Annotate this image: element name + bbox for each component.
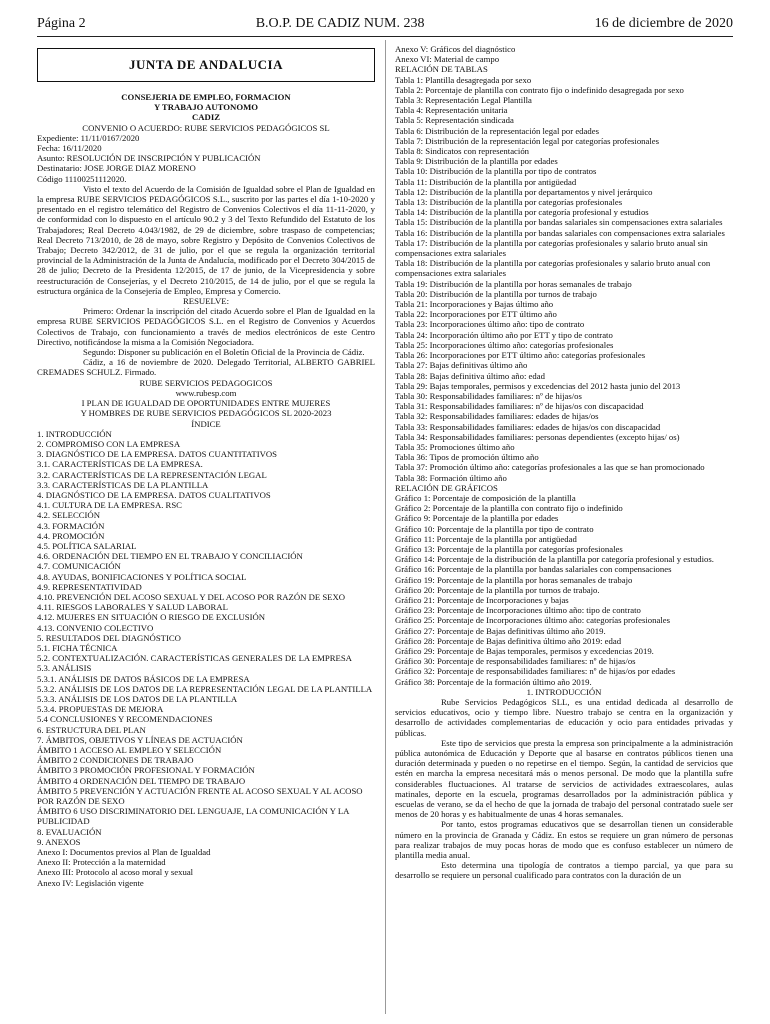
table-list-item: Tabla 33: Responsabilidades familiares: edades de hijas/os con discapacidad [395,421,661,432]
toc-item: 5.3.2. ANÁLISIS DE LOS DATOS DE LA REPRESENTACIÓN LEGAL DE LA PLANTILLA [37,683,373,694]
index-heading: ÍNDICE [191,418,221,429]
annex-item: Anexo VI: Material de campo [395,54,500,65]
convenio-heading: CONVENIO O ACUERDO: RUBE SERVICIOS PEDAGÓGICOS SL [82,122,330,133]
table-list-item: Tabla 28: Bajas definitiva último año: edad [395,370,545,381]
toc-item: Anexo IV: Legislación vigente [37,877,144,888]
table-list-item: Tabla 22: Incorporaciones por ETT último año [395,309,557,320]
toc-item: ÁMBITO 1 ACCESO AL EMPLEO Y SELECCIÓN [37,745,222,755]
table-list-item: Tabla 14: Distribución de la plantilla por categoría profesional y estudios [395,207,649,218]
toc-item: ÁMBITO 6 USO DISCRIMINATORIO DEL LENGUAJE, LA COMUNICACIÓN Y LA PUBLICIDAD [37,806,349,827]
tables-list [395,75,733,483]
table-list-item: Tabla 35: Promociones último año [395,441,515,452]
toc-item: 5.3. ANÁLISIS [37,663,92,674]
table-list-item: Tabla 19: Distribución de la plantilla por horas semanales de trabajo [395,278,632,289]
toc-item: 7. ÁMBITOS, OBJETIVOS Y LÍNEAS DE ACTUACIÓN [37,734,243,745]
table-list-item: Tabla 12: Distribución de la plantilla por departamentos y nivel jerárquico [395,186,653,197]
graph-list-item: Gráfico 21: Porcentaje de Incorporaciones y bajas [395,594,569,605]
toc-item: Anexo II: Protección a la maternidad [37,857,166,868]
graph-list-item: Gráfico 23: Porcentaje de Incorporaciones último año: tipo de contrato [395,605,641,616]
toc-item: 4.2. SELECCIÓN [37,510,100,521]
graph-list-item: Gráfico 29: Porcentaje de Bajas temporales, permisos y excedencias 2019. [395,645,654,656]
graph-list-item: Gráfico 20: Porcentaje de la plantilla por turnos de trabajo. [395,584,600,595]
intro-paragraph-4: Esto determina una tipología de contratos a tiempo parcial, ya que para su desarrollo se requiere un personal cualificado para contratos con la duración de un [395,860,733,881]
toc-item: 4.12. MUJERES EN SITUACIÓN O RIESGO DE EXCLUSIÓN [37,612,266,623]
graph-list-item: Gráfico 2: Porcentaje de la plantilla con contrato fijo o indefinido [395,503,623,514]
toc-item: 5.4 CONCLUSIONES Y RECOMENDACIONES [37,714,213,725]
graph-list-item: Gráfico 11: Porcentaje de la plantilla por antigüedad [395,533,577,544]
table-list-item: Tabla 21: Incorporaciones y Bajas último año [395,299,554,310]
table-list-item: Tabla 5: Representación sindicada [395,115,514,126]
graph-list-item: Gráfico 1: Porcentaje de composición de la plantilla [395,492,576,503]
toc-item: 6. ESTRUCTURA DEL PLAN [37,724,146,735]
page-number: Página 2 [37,15,86,31]
table-list-item: Tabla 10: Distribución de la plantilla por tipo de contratos [395,166,597,177]
tables-heading: RELACIÓN DE TABLAS [395,64,488,75]
toc-item: 4.8. AYUDAS, BONIFICACIONES Y POLÍTICA SOCIAL [37,571,247,582]
table-list-item: Tabla 17: Distribución de la plantilla por categorías profesionales y salario bruto anual sin compensaciones extra salariales [395,237,708,259]
table-list-item: Tabla 29: Bajas temporales, permisos y excedencias del 2012 hasta junio del 2013 [395,380,681,391]
toc-item: 4.10. PREVENCIÓN DEL ACOSO SEXUAL Y DEL ACOSO POR RAZÓN DE SEXO [37,591,346,602]
toc-item: 9. ANEXOS [37,836,81,847]
toc-item: ÁMBITO 3 PROMOCIÓN PROFESIONAL Y FORMACIÓN [37,765,255,776]
org-title: JUNTA DE ANDALUCIA [129,56,283,72]
header-rule [37,36,733,37]
table-list-item: Tabla 32: Responsabilidades familiares: edades de hijas/os [395,411,599,422]
toc-item: 4.11. RIESGOS LABORALES Y SALUD LABORAL [37,602,228,613]
toc-item: 4.7. COMUNICACIÓN [37,561,121,572]
table-list-item: Tabla 23: Incorporaciones último año: tipo de contrato [395,319,585,330]
toc-item: 4.5. POLÍTICA SALARIAL [37,540,137,551]
toc-item: ÁMBITO 5 PREVENCIÓN Y ACTUACIÓN FRENTE AL ACOSO SEXUAL Y AL ACOSO POR RAZÓN DE SEXO [37,785,363,807]
graph-list-item: Gráfico 32: Porcentaje de responsabilidades familiares: nº de hijas/os por edades [395,666,676,677]
org-title-box [37,48,375,82]
table-list-item: Tabla 34: Responsabilidades familiares: personas dependientes (excepto hijas/ os) [395,431,680,442]
segundo-paragraph: Segundo: Disponer su publicación en el Boletín Oficial de la Provincia de Cádiz. [83,347,365,358]
table-list-item: Tabla 26: Incorporaciones por ETT último año: categorías profesionales [395,350,646,361]
toc-item: 3.1. CARACTERÍSTICAS DE LA EMPRESA. [37,459,203,470]
primero-paragraph: Primero: Ordenar la inscripción del citado Acuerdo sobre el Plan de Igualdad en la empresa RUBE SERVICIOS PEDAGÓGICOS S.L. en el Registro de Convenios y Acuerdos Colectivos de Trabajo, con funcionamiento a través de medios electrónicos de este Centro Directivo, notificándose la misma a la Comisión Negociadora. [37,306,375,347]
annex-item: Anexo V: Gráficos del diagnóstico [395,44,516,54]
toc-item: 5.3.4. PROPUESTAS DE MEJORA [37,704,164,715]
table-list-item: Tabla 1: Plantilla desagregada por sexo [395,74,532,85]
toc-item: ÁMBITO 2 CONDICIONES DE TRABAJO [37,755,194,766]
left-column [37,44,375,888]
toc-item: 4.1. CULTURA DE LA EMPRESA. RSC [37,500,182,511]
visto-paragraph: Visto el texto del Acuerdo de la Comisión de Igualdad sobre el Plan de Igualdad en la empresa RUBE SERVICIOS PEDAGÓGICOS S.L., suscrito por las partes el día 1-10-2020 y presentado en el registro telemático del Registro de Convenios Colectivos el día 11-11-2020, y de conformidad con lo dispuesto en el artículo 90.2 y 3 del Texto Refundido del Estatuto de los Trabajadores; Real Decreto 4.043/1982, de 29 de diciembre, sobre traspaso de competencias; Real Decreto 713/2010, de 28 de mayo, sobre Registro y Depósito de Convenios Colectivos de Trabajo; Decreto 342/2012, de 31 de julio, por el que se regula la organización territorial provincial de la Administración de la Junta de Andalucía, modificado por el Decreto 304/2015 de 28 de julio; Decreto de la Presidenta 12/2015, de 17 de junio, de la Vicepresidencia y sobre reestructuración de Consejerías, y el Decreto 210/2015, de 14 de julio, por el que se regula la estructura orgánica de la Consejería de Empleo, Empresa y Comercio. [37,183,375,296]
toc-item: ÁMBITO 4 ORDENACIÓN DEL TIEMPO DE TRABAJO [37,775,246,786]
table-list-item: Tabla 36: Tipos de promoción último año [395,452,539,463]
table-list-item: Tabla 8: Sindicatos con representación [395,146,530,157]
toc-item: 4.13. CONVENIO COLECTIVO [37,622,154,633]
table-list-item: Tabla 15: Distribución de la plantilla por bandas salariales sin compensaciones extra salariales [395,217,723,228]
table-list-item: Tabla 38: Formación último año [395,472,507,483]
toc-item: Anexo III: Protocolo al acoso moral y sexual [37,867,194,878]
consejeria-line-2: Y TRABAJO AUTONOMO [153,102,259,113]
graph-list-item: Gráfico 30: Porcentaje de responsabilidades familiares: nº de hijas/os [395,656,636,667]
graph-list-item: Gráfico 14: Porcentaje de la distribución de la plantilla por categoría profesional y estudios. [395,554,714,565]
toc-item: 4.4. PROMOCIÓN [37,530,105,541]
toc-item: 8. EVALUACIÓN [37,826,102,837]
graphs-list [395,493,733,687]
table-list-item: Tabla 18: Distribución de la plantilla por categorías profesionales y salario bruto anual con compensaciones extra salariales [395,258,711,279]
toc-item: 4.9. REPRESENTATIVIDAD [37,581,142,592]
intro-heading: 1. INTRODUCCIÓN [526,686,602,697]
asunto: Asunto: RESOLUCIÓN DE INSCRIPCIÓN Y PUBLICACIÓN [37,153,261,164]
intro-paragraph-3: Por tanto, estos programas educativos que se desarrollan tienen un considerable número en la provincia de Granada y Cádiz. En estos se requiere un gran número de personas para realizar trabajos de muy pocas horas de modo que es confuso establecer un número de plantilla media anual. [395,819,733,861]
consejeria-line-1: CONSEJERIA DE EMPLEO, FORMACION [121,92,291,102]
toc-item: 4.6. ORDENACIÓN DEL TIEMPO EN EL TRABAJO Y CONCILIACIÓN [37,551,303,562]
toc-item: Anexo I: Documentos previos al Plan de Igualdad [37,847,211,858]
toc-item: 5.1. FICHA TÉCNICA [37,642,118,653]
table-list-item: Tabla 30: Responsabilidades familiares: nº de hijas/os [395,390,582,401]
bulletin-date: 16 de diciembre de 2020 [594,15,733,31]
table-of-contents [37,429,375,888]
table-list-item: Tabla 13: Distribución de la plantilla por categorías profesionales [395,197,623,208]
table-list-item: Tabla 3: Representación Legal Plantilla [395,95,532,106]
intro-paragraph-1: Rube Servicios Pedagógicos SLL, es una entidad dedicada al desarrollo de servicios educativos, ocio y tiempo libre. Nuestro trabajo se centra en la organización y desarrollo de actividades complementarias de educación y ocio para entidades privadas y públicas. [395,697,733,738]
toc-item: 5.3.1. ANÁLISIS DE DATOS BÁSICOS DE LA EMPRESA [37,673,250,684]
graph-list-item: Gráfico 19: Porcentaje de la plantilla por horas semanales de trabajo [395,574,633,585]
table-list-item: Tabla 2: Porcentaje de plantilla con contrato fijo o indefinido desagregada por sexo [395,84,684,95]
company-website: www.rubesp.com [175,387,237,398]
graph-list-item: Gráfico 9: Porcentaje de la plantilla por edades [395,513,559,524]
toc-item: 5.3.3. ANÁLISIS DE LOS DATOS DE LA PLANTILLA [37,693,238,704]
company-name: RUBE SERVICIOS PEDAGOGICOS [139,377,273,388]
resuelve-heading: RESUELVE: [182,296,229,307]
table-list-item: Tabla 31: Responsabilidades familiares: nº de hijas/os con discapacidad [395,401,644,412]
column-divider [385,40,386,1014]
annex-list [395,44,733,64]
toc-item: 3.2. CARACTERÍSTICAS DE LA REPRESENTACIÓN LEGAL [37,469,267,480]
toc-item: 1. INTRODUCCIÓN [37,428,112,439]
graph-list-item: Gráfico 38: Porcentaje de la formación último año 2019. [395,676,592,687]
table-list-item: Tabla 20: Distribución de la plantilla por turnos de trabajo [395,288,597,299]
signature-paragraph: Cádiz, a 16 de noviembre de 2020. Delegado Territorial, ALBERTO GABRIEL CREMADES SCHULZ. Firmado. [37,357,375,378]
toc-item: 5.2. CONTEXTUALIZACIÓN. CARACTERÍSTICAS GENERALES DE LA EMPRESA [37,653,352,664]
toc-item: 4.3. FORMACIÓN [37,520,105,531]
toc-item: 2. COMPROMISO CON LA EMPRESA [37,438,181,449]
table-list-item: Tabla 25: Incorporaciones último año: categorías profesionales [395,339,614,350]
fecha: Fecha: 16/11/2020 [37,143,102,154]
toc-item: 4. DIAGNÓSTICO DE LA EMPRESA. DATOS CUALITATIVOS [37,489,271,500]
intro-paragraph-2: Este tipo de servicios que presta la empresa son principalmente a la administración pública autonómica de Educación y Deporte que al basarse en contratos públicos tienen una duración determinada y pueden o no repetirse en el tiempo. Según, la cantidad de servicios que estén en marcha la empresa necesitará más o menos personal. De modo que la plantilla sufre considerables fluctuaciones. Al tratarse de servicios de actividades extraescolares, aulas matinales, deporte en la escuela, programas desarrollados por la administración pública y escuelas de verano, se da el hecho de que la jornada de trabajo del personal contratado suele ser menos de 20 horas y es habitualmente de unas 4 horas semanales. [395,737,733,820]
graph-list-item: Gráfico 13: Porcentaje de la plantilla por categorías profesionales [395,543,623,554]
graphs-heading: RELACIÓN DE GRÁFICOS [395,482,498,493]
graph-list-item: Gráfico 16: Porcentaje de la plantilla por bandas salariales con compensaciones [395,564,672,575]
table-list-item: Tabla 11: Distribución de la plantilla por antigüedad [395,176,577,187]
expediente: Expediente: 11/11/0167/2020 [37,132,140,143]
toc-item: 3. DIAGNÓSTICO DE LA EMPRESA. DATOS CUANTITATIVOS [37,449,277,460]
destinatario: Destinatario: JOSE JORGE DIAZ MORENO [37,163,196,174]
table-list-item: Tabla 16: Distribución de la plantilla por bandas salariales con compensaciones extra salariales [395,227,725,238]
graph-list-item: Gráfico 28: Porcentaje de Bajas definitiva último año 2019: edad [395,635,622,646]
graph-list-item: Gráfico 27: Porcentaje de Bajas definitivas último año 2019. [395,625,606,636]
toc-item: 3.3. CARACTERÍSTICAS DE LA PLANTILLA [37,479,209,490]
table-list-item: Tabla 4: Representación unitaria [395,105,508,116]
bulletin-title: B.O.P. DE CADIZ NUM. 238 [255,15,425,31]
toc-item: 5. RESULTADOS DEL DIAGNÓSTICO [37,632,181,643]
codigo: Código 11100251112020. [37,173,127,184]
table-list-item: Tabla 37: Promoción último año: categorías profesionales a las que se han promocionado [395,462,705,473]
cadiz-heading: CADIZ [192,112,220,123]
page-header [37,14,733,34]
plan-title-2: Y HOMBRES DE RUBE SERVICIOS PEDAGÓGICOS SL 2020-2023 [80,408,332,419]
plan-title-1: I PLAN DE IGUALDAD DE OPORTUNIDADES ENTRE MUJERES [81,398,331,409]
graph-list-item: Gráfico 10: Porcentaje de la plantilla por tipo de contrato [395,523,594,534]
right-column [395,44,733,881]
table-list-item: Tabla 9: Distribución de la plantilla por edades [395,156,558,167]
table-list-item: Tabla 7: Distribución de la representación legal por categorías profesionales [395,135,660,146]
table-list-item: Tabla 27: Bajas definitivas último año [395,360,528,371]
table-list-item: Tabla 6: Distribución de la representación legal por edades [395,125,599,136]
graph-list-item: Gráfico 25: Porcentaje de Incorporaciones último año: categorías profesionales [395,615,671,626]
table-list-item: Tabla 24: Incorporación último año por ETT y tipo de contrato [395,329,613,340]
